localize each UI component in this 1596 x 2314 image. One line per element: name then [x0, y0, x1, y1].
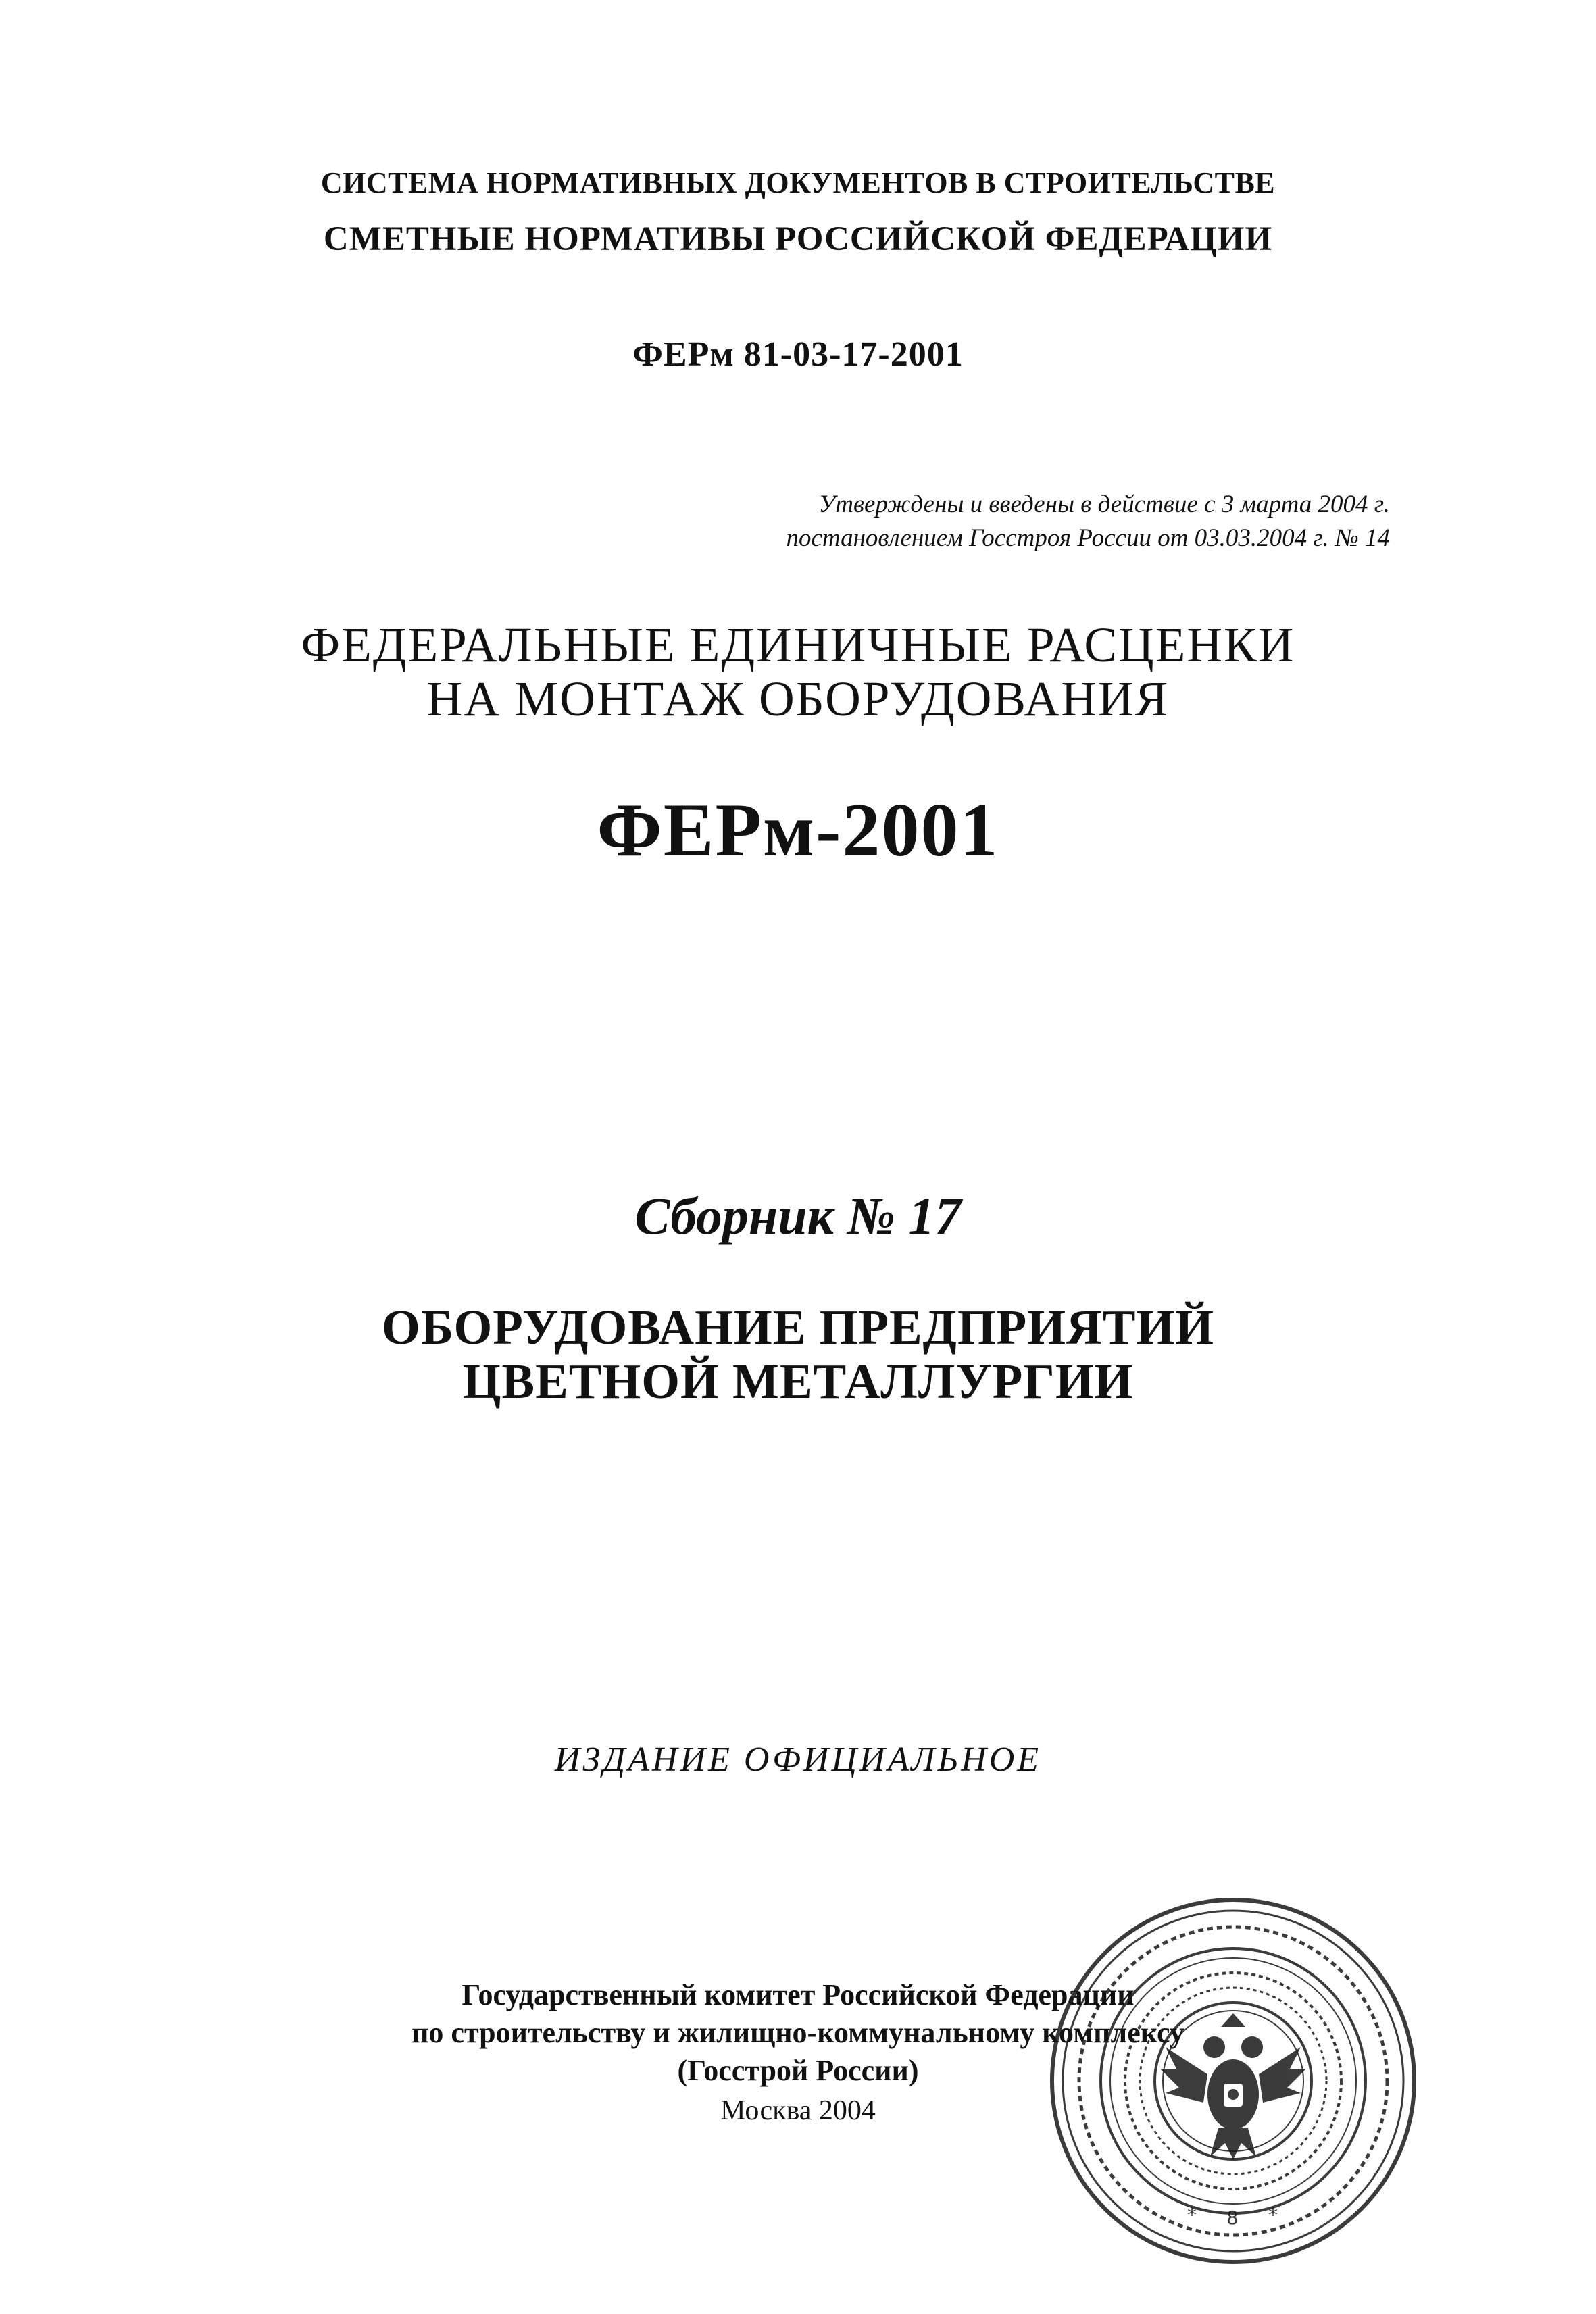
approval-line-1: Утверждены и введены в действие с 3 марта 2004 г.	[818, 491, 1390, 518]
standard-code: ФЕРм-2001	[597, 788, 999, 872]
collection-number: Сборник № 17	[634, 1186, 962, 1245]
main-title-line-1: ФЕДЕРАЛЬНЫЕ ЕДИНИЧНЫЕ РАСЦЕНКИ	[301, 618, 1295, 672]
document-series: СИСТЕМА НОРМАТИВНЫХ ДОКУМЕНТОВ В СТРОИТЕЛЬСТВЕ	[320, 166, 1276, 199]
document-code: ФЕРм 81-03-17-2001	[632, 335, 964, 374]
svg-text:*: *	[1187, 2204, 1197, 2226]
svg-text:8: 8	[1226, 2207, 1239, 2229]
main-title	[0, 618, 1596, 726]
edition-label: ИЗДАНИЕ ОФИЦИАЛЬНОЕ	[554, 1740, 1042, 1779]
main-title-line-2: НА МОНТАЖ ОБОРУДОВАНИЯ	[426, 672, 1170, 726]
approval-line-2: постановлением Госстроя России от 03.03.2004 г. № 14	[786, 524, 1390, 552]
publisher-line-3: (Госстрой России)	[677, 2054, 919, 2087]
city-year: Москва 2004	[720, 2095, 876, 2126]
publisher-line-2: по строительству и жилищно-коммунальному комплексу	[412, 2016, 1184, 2049]
publisher-line-1: Государственный комитет Российской Федерации	[462, 1978, 1134, 2011]
collection-title-line-1: ОБОРУДОВАНИЕ ПРЕДПРИЯТИЙ	[381, 1300, 1215, 1355]
svg-text:*: *	[1268, 2204, 1278, 2226]
official-seal-icon	[1044, 1892, 1422, 2270]
collection-title-line-2: ЦВЕТНОЙ МЕТАЛЛУРГИИ	[462, 1354, 1134, 1409]
document-subseries: СМЕТНЫЕ НОРМАТИВЫ РОССИЙСКОЙ ФЕДЕРАЦИИ	[323, 220, 1273, 258]
collection-title	[0, 1301, 1596, 1409]
